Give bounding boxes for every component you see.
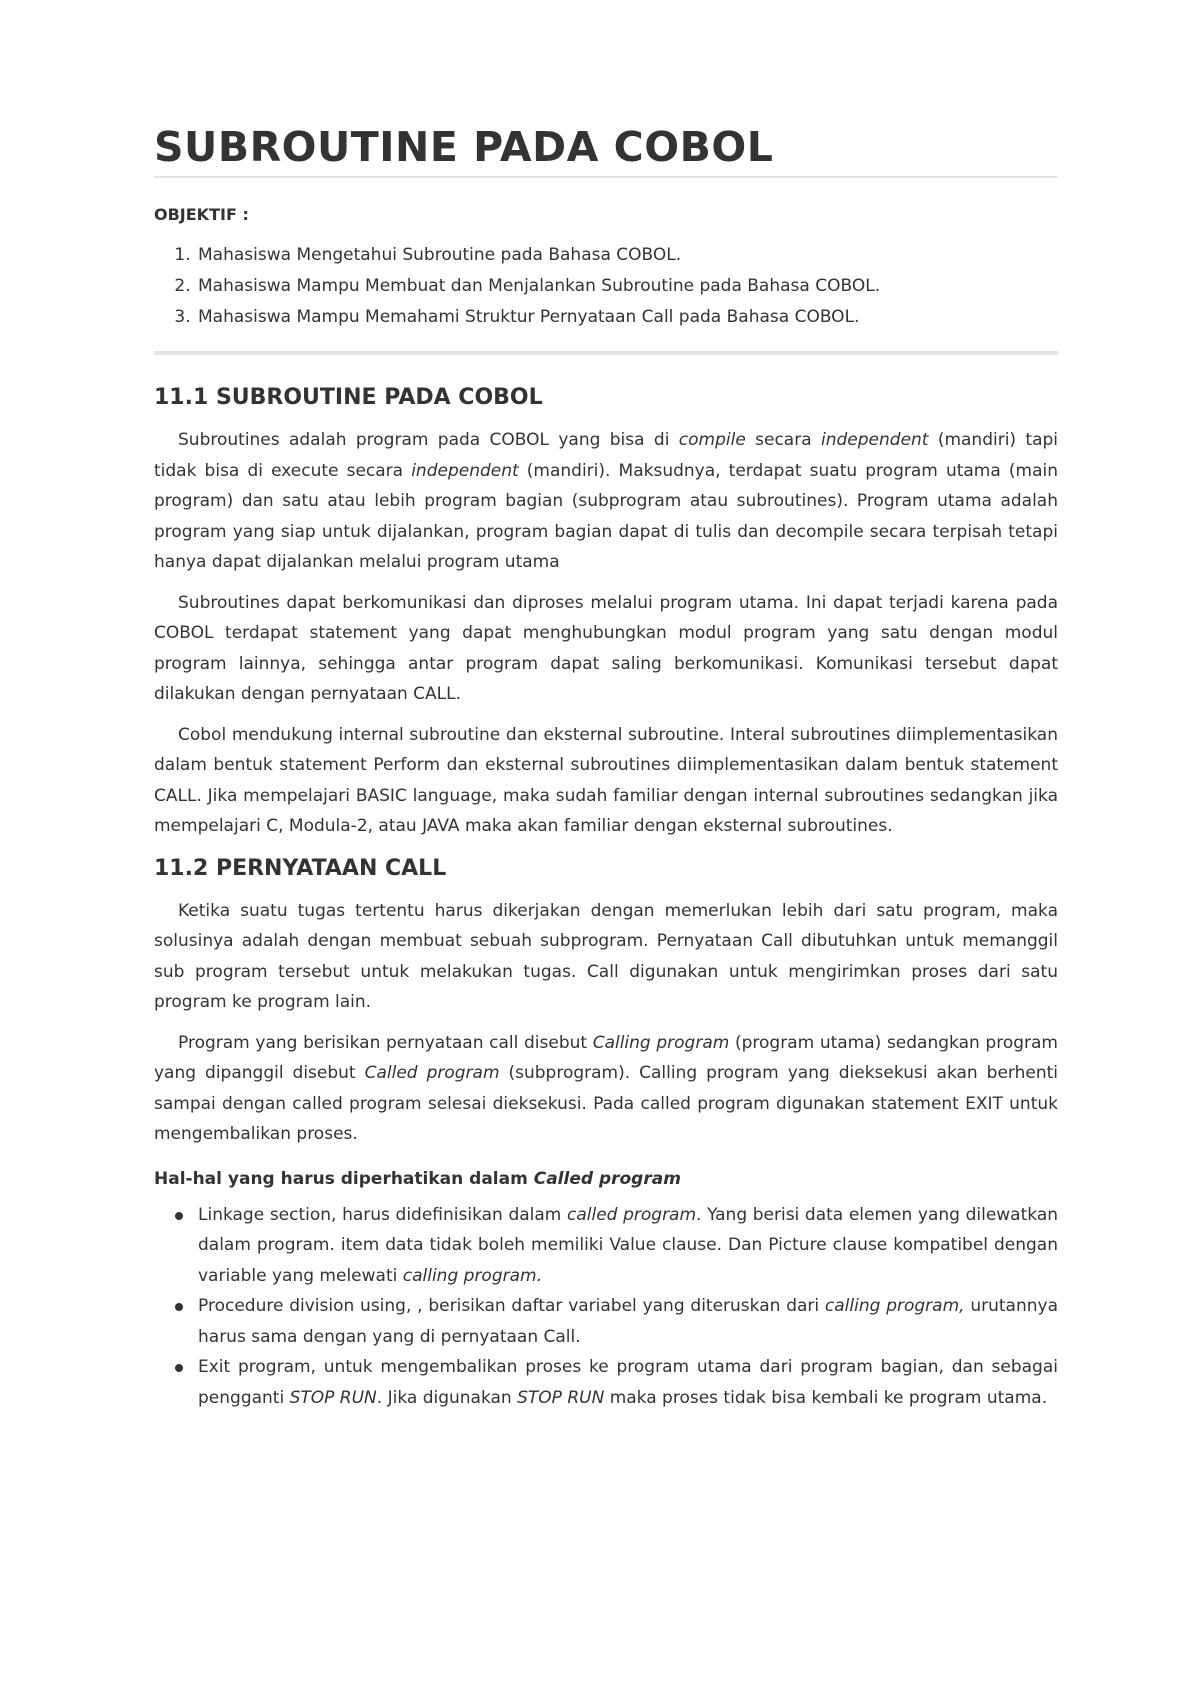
list-item: [198, 1291, 1058, 1352]
text-run: (subprogram). Calling program yang dieksekusi akan berhenti sampai dengan called program selesai dieksekusi. Pada called program digunakan statement EXIT untuk mengembalikan proses.: [154, 1063, 1059, 1144]
text-run-italic: STOP RUN: [517, 1387, 605, 1408]
text-run: Procedure division using, , berisikan daftar variabel yang diteruskan dari: [198, 1296, 825, 1316]
text-run: Exit program, untuk mengembalikan proses ke program utama dari program bagian, dan sebagai pengganti: [198, 1357, 1058, 1408]
list-item: [198, 1200, 1058, 1292]
bullet-icon: [175, 1364, 183, 1372]
text-run-italic: called program: [567, 1204, 697, 1225]
text-run-italic: STOP RUN: [289, 1387, 377, 1408]
text-run-italic: independent: [821, 430, 929, 450]
text-run: . Jika digunakan: [376, 1387, 518, 1408]
document-page: [154, 122, 1058, 1413]
paragraph-call-purpose: Ketika suatu tugas tertentu harus dikerjakan dengan memerlukan lebih dari satu program, maka solusinya adalah dengan membuat sebuah subprogram. Pernyataan Call dibutuhkan untuk memanggil sub program tersebut untuk melakukan tugas. Call digunakan untuk mengirimkan proses dari satu program ke program lain.: [154, 900, 1058, 1012]
paragraph-subroutine-definition: [154, 425, 1058, 578]
text-run: secara: [745, 430, 821, 450]
text-run-italic: Called program: [364, 1063, 500, 1083]
paragraph-subroutine-communication: Subroutines dapat berkomunikasi dan diproses melalui program utama. Ini dapat terjadi karena pada COBOL terdapat statement yang dapat menghubungkan modul program yang satu dengan modul program lainnya, sehingga antar program dapat saling berkomunikasi. Komunikasi tersebut dapat dilakukan dengan pernyataan CALL.: [154, 592, 1058, 704]
called-program-notes: [154, 1200, 1058, 1414]
bullet-icon: [175, 1303, 183, 1311]
text-run: . Yang berisi data elemen yang dilewatkan dalam program. item data tidak boleh memiliki Value clause. Dan Picture clause kompatibel dengan variable yang melewati: [198, 1204, 1059, 1286]
text-run: (mandiri) tapi tidak bisa di execute secara: [154, 430, 1059, 481]
text-run-italic: Called program: [533, 1168, 681, 1189]
text-run: Program yang berisikan pernyataan call disebut: [178, 1032, 593, 1053]
subheading-called-program: [154, 1164, 1058, 1194]
objective-label: OBJEKTIF :: [154, 205, 249, 224]
text-run: Hal-hal yang harus diperhatikan dalam: [154, 1168, 534, 1189]
text-run-italic: independent: [411, 460, 519, 481]
section-heading-subroutine: 11.1 SUBROUTINE PADA COBOL: [154, 385, 543, 410]
section-heading-call: 11.2 PERNYATAAN CALL: [154, 855, 447, 881]
text-run: Subroutines adalah program pada COBOL yang bisa di: [178, 430, 679, 450]
section-divider: [154, 351, 1058, 355]
objective-list: [154, 240, 1058, 333]
page-title: SUBROUTINE PADA COBOL: [154, 122, 1058, 178]
text-run: maka proses tidak bisa kembali ke program utama.: [604, 1387, 1048, 1408]
text-run-italic: calling program,: [824, 1296, 965, 1316]
objective-item: 3. Mahasiswa Mampu Memahami Struktur Pernyataan Call pada Bahasa COBOL.: [196, 302, 1058, 333]
text-run: (program utama) sedangkan program yang dipanggil disebut: [154, 1032, 1058, 1083]
text-run: Linkage section, harus didefinisikan dalam: [198, 1204, 567, 1225]
text-run-italic: compile: [678, 430, 746, 450]
text-run-italic: calling program.: [402, 1265, 542, 1286]
objective-item: 2. Mahasiswa Mampu Membuat dan Menjalankan Subroutine pada Bahasa COBOL.: [196, 271, 1058, 302]
list-item: [198, 1352, 1058, 1413]
text-run: urutannya harus sama dengan yang di pernyataan Call.: [198, 1296, 1058, 1347]
text-run-italic: Calling program: [592, 1032, 730, 1053]
objective-item: 1. Mahasiswa Mengetahui Subroutine pada Bahasa COBOL.: [196, 240, 1058, 271]
text-run: (mandiri). Maksudnya, terdapat suatu program utama (main program) dan satu atau lebih program bagian (subprogram atau subroutines). Program utama adalah program yang siap untuk dijalankan, program bagian dapat di tulis dan decompile secara terpisah tetapi hanya dapat dijalankan melalui program utama: [154, 460, 1058, 572]
paragraph-internal-external: Cobol mendukung internal subroutine dan eksternal subroutine. Interal subroutines diimplementasikan dalam bentuk statement Perform dan eksternal subroutines diimplementasikan dalam bentuk statement CALL. Jika mempelajari BASIC language, maka sudah familiar dengan internal subroutines sedangkan jika mempelajari C, Modula-2, atau JAVA maka akan familiar dengan eksternal subroutines.: [154, 724, 1058, 836]
bullet-icon: [175, 1212, 183, 1220]
paragraph-calling-called: [154, 1028, 1058, 1150]
